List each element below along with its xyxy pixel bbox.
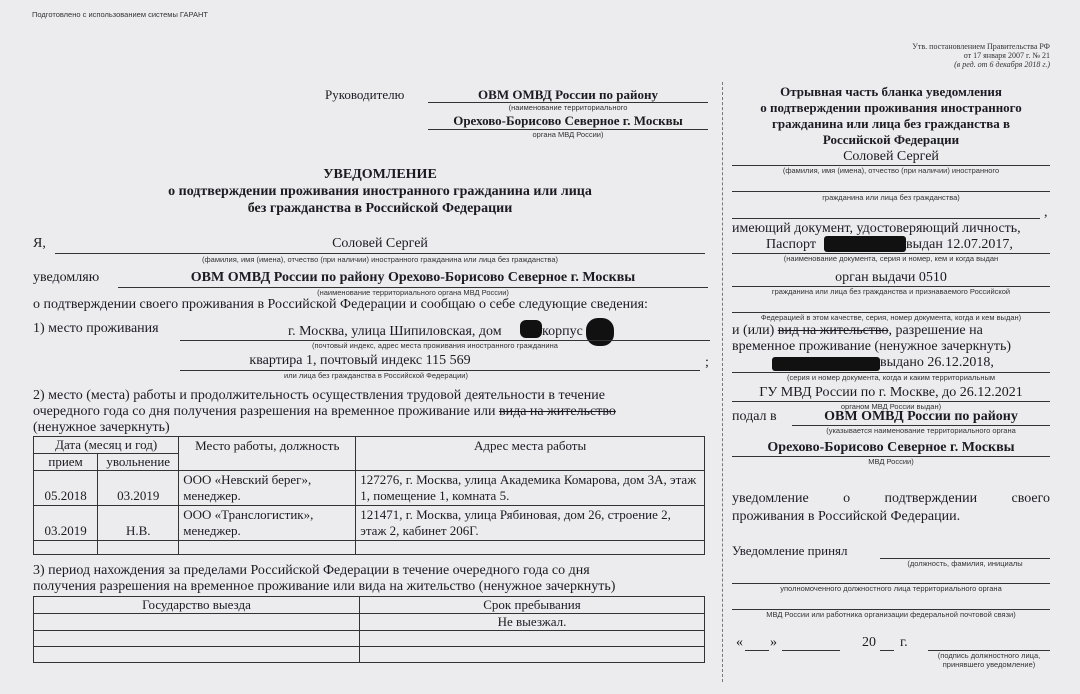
cell-fire: Н.В. [98, 506, 179, 541]
hint: (подпись должностного лица, [937, 651, 1041, 660]
hint: (должность, фамилия, инициалы [907, 559, 1023, 568]
garant-note: Подготовлено с использованием системы ГАРАНТ [32, 10, 208, 19]
empty-cell [34, 541, 98, 555]
notice-text: уведомление о подтверждении своего [732, 491, 1050, 506]
underline [732, 218, 1040, 219]
tear-name: Соловей Сергей [843, 149, 939, 164]
work-text2 [33, 404, 616, 420]
tear-title-line: о подтверждении проживания иностранного [760, 100, 1022, 115]
underline [782, 650, 840, 651]
work-text2a: очередного года со дня получения разрешения на временное проживание или [33, 404, 496, 419]
passport-issued: выдан 12.07.2017, [906, 237, 1013, 252]
th-date: Дата (месяц и год) [34, 437, 179, 454]
approval-line: Утв. постановлением Правительства РФ [912, 42, 1050, 51]
permit-text-a: и (или) [732, 323, 775, 338]
doc-subtitle: без гражданства в Российской Федерации [247, 201, 513, 216]
travel-table [33, 596, 705, 663]
residence-label: 1) место проживания [33, 321, 159, 336]
date-close: » [770, 635, 777, 650]
name-hint: (фамилия, имя (имена), отчество (при наличии) иностранного гражданина или лица без гражданства) [202, 255, 558, 264]
permit-strike: вид на жительство [777, 323, 889, 338]
permit-text-b: , разрешение на [888, 323, 983, 338]
semicolon: ; [705, 355, 709, 370]
table-row [34, 506, 705, 541]
table-row-empty [34, 647, 705, 663]
underline [55, 253, 705, 254]
redaction [520, 320, 542, 338]
hint: гражданина или лица без гражданства и признаваемого Российской [771, 287, 1011, 296]
work-text1: 2) место (места) работы и продолжительность осуществления трудовой деятельности в течение [33, 388, 605, 403]
year: 20 [862, 635, 876, 650]
hint: МВД России или работника организации федеральной почтовой связи) [766, 610, 1016, 619]
th-addr: Адрес места работы [356, 437, 705, 471]
confirm-text: о подтверждении своего проживания в Российской Федерации и сообщаю о себе следующие сведения: [33, 297, 648, 312]
work-text3: (ненужное зачеркнуть) [33, 420, 170, 435]
hint: (фамилия, имя (имена), отчество (при наличии) иностранного [782, 166, 1000, 175]
approval-line: (в ред. от 6 декабря 2018 г.) [954, 60, 1050, 69]
table-row-empty [34, 631, 705, 647]
redaction [586, 318, 614, 346]
cell-hire: 03.2019 [34, 506, 98, 541]
hint: (указывается наименование территориального органа [826, 426, 1016, 435]
th-duration: Срок пребывания [360, 597, 705, 614]
empty-cell [98, 541, 179, 555]
period-text1: 3) период нахождения за пределами Российской Федерации в течение очередного года со дня [33, 563, 590, 578]
hint: органом МВД России выдан) [840, 402, 942, 411]
residence-value-2: корпус [542, 324, 583, 339]
empty-cell [360, 631, 705, 647]
work-table [33, 436, 705, 555]
hint: гражданина или лица без гражданства) [822, 193, 960, 202]
tear-title [732, 84, 1050, 148]
table-row [34, 614, 705, 631]
notify-label: уведомляю [33, 270, 100, 285]
redaction [772, 357, 880, 371]
underline [732, 191, 1050, 192]
cell-place: ООО «Невский берег», менеджер. [179, 471, 356, 506]
permit-text2: временное проживание (ненужное зачеркнуть) [732, 339, 1012, 354]
hint: уполномоченного должностного лица территориального органа [780, 584, 1002, 593]
notify-org: ОВМ ОМВД России по району Орехово-Борисово Северное г. Москвы [190, 270, 636, 285]
notice-text2: проживания в Российской Федерации. [732, 509, 961, 524]
applicant-name: Соловей Сергей [332, 236, 428, 251]
work-text2b: вида на жительство [498, 404, 616, 419]
empty-cell [356, 541, 705, 555]
comma: , [1044, 205, 1048, 220]
hint: (серия и номер документа, когда и каким территориальным [786, 373, 996, 382]
i-label: Я, [33, 236, 46, 251]
redaction [824, 236, 906, 252]
th-country: Государство выезда [34, 597, 360, 614]
hint: Федерацией в этом качестве, серия, номер документа, когда и кем выдан) [760, 313, 1022, 322]
to-label: Руководителю [325, 87, 405, 102]
residence-line2: квартира 1, почтовый индекс 115 569 [249, 353, 471, 368]
submitted-org: ОВМ ОМВД России по району [824, 409, 1018, 424]
org-hint1: (наименование территориального [508, 103, 628, 112]
tear-line [722, 82, 723, 682]
passport-label: Паспорт [766, 237, 816, 252]
empty-cell [34, 631, 360, 647]
permit-text [732, 323, 1050, 339]
approval-line: от 17 января 2007 г. № 21 [963, 51, 1050, 60]
tear-title-line: гражданина или лица без гражданства в [771, 116, 1011, 131]
org-line1: ОВМ ОМВД России по району [478, 87, 658, 102]
empty-cell [179, 541, 356, 555]
approval-note [912, 42, 1050, 69]
cell-addr: 121471, г. Москва, улица Рябиновая, дом 26, строение 2, этаж 2, кабинет 206Г. [356, 506, 705, 541]
hint: (наименование документа, серия и номер, кем и когда выдан [783, 254, 999, 263]
cell-duration: Не выезжал. [360, 614, 705, 631]
cell-fire: 03.2019 [98, 471, 179, 506]
underline [745, 650, 769, 651]
hint: МВД России) [868, 457, 914, 466]
doc-title: УВЕДОМЛЕНИЕ [323, 167, 437, 182]
hint: принявшего уведомление) [942, 660, 1036, 669]
residence-hint: (почтовый индекс, адрес места проживания иностранного гражданина [312, 341, 558, 350]
cell-place: ООО «Транслогистик», менеджер. [179, 506, 356, 541]
cell-addr: 127276, г. Москва, улица Академика Комарова, дом 3А, этаж 1, помещение 1, комната 5. [356, 471, 705, 506]
org-hint2: органа МВД России) [532, 130, 604, 139]
residence-hint2: или лица без гражданства в Российской Федерации) [284, 371, 468, 380]
th-hire: прием [34, 454, 98, 471]
permit-issuer: ГУ МВД России по г. Москве, до 26.12.2021 [759, 385, 1023, 400]
period-text2: получения разрешения на временное проживание или вида на жительство (ненужное зачеркнуть) [33, 579, 616, 594]
permit-issued: выдано 26.12.2018, [880, 355, 994, 370]
empty-cell [360, 647, 705, 663]
accepted-label: Уведомление принял [732, 543, 848, 558]
org-line2: Орехово-Борисово Северное г. Москвы [453, 113, 683, 128]
doc-text: имеющий документ, удостоверяющий личность, [732, 221, 1021, 236]
cell-country [34, 614, 360, 631]
table-row-empty [34, 541, 705, 555]
submitted-label: подал в [732, 409, 777, 424]
th-place: Место работы, должность [179, 437, 356, 471]
empty-cell [34, 647, 360, 663]
th-fire: увольнение [98, 454, 179, 471]
notify-hint: (наименование территориального органа МВД России) [317, 288, 509, 297]
tear-title-line: Отрывная часть бланка уведомления [780, 84, 1002, 99]
year-suffix: г. [900, 635, 908, 650]
submitted-org2: Орехово-Борисово Северное г. Москвы [767, 440, 1015, 455]
doc-subtitle: о подтверждении проживания иностранного гражданина или лица [168, 184, 592, 199]
underline [880, 650, 894, 651]
residence-value: г. Москва, улица Шипиловская, дом [288, 324, 502, 339]
table-row [34, 471, 705, 506]
tear-title-line: Российской Федерации [822, 132, 960, 147]
date-open: « [736, 635, 743, 650]
cell-hire: 05.2018 [34, 471, 98, 506]
issuer: орган выдачи 0510 [835, 270, 947, 285]
